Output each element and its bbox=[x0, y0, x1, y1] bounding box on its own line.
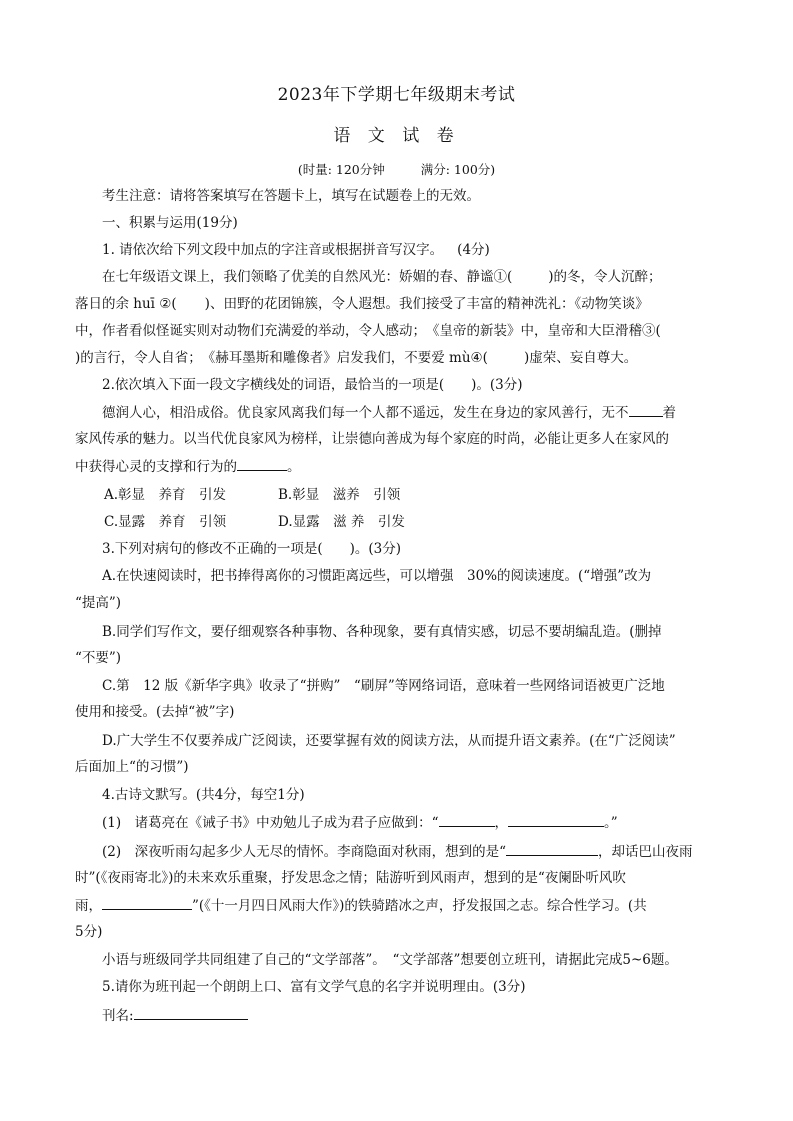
question-4-sub-2: (2) 深夜听雨勾起多少人无尽的情怀。李商隐面对秋雨，想到的是“ ，却话巴山夜雨 bbox=[102, 841, 730, 862]
question-1-score: (4分) bbox=[457, 242, 490, 258]
exam-title: 2023年下学期七年级期末考试 bbox=[277, 85, 516, 105]
question-1-line-3: 中，作者看似怪诞实则对动物们充满爱的举动，令人感动； 《皇帝的新装》中，皇帝和大臣滑稽③( bbox=[75, 323, 661, 339]
question-1-stem: 1. 请依次给下列文段中加点的字注音或根据拼音写汉字。 (4分) bbox=[102, 242, 490, 258]
question-4-score-cont: 5分) bbox=[75, 924, 103, 940]
question-5-stem: 5.请你为班刊起一个朗朗上口、富有文学气息的名字并说明理由。(3分) bbox=[102, 979, 526, 995]
option-d: D.显露 滋 养 引发 bbox=[278, 514, 405, 530]
blank-line bbox=[439, 812, 495, 827]
question-3-stem: 3.下列对病句的修改不正确的一项是( )。(3分) bbox=[102, 541, 402, 557]
question-4-sub-1: (1) 诸葛亮在《诫子书》中劝勉儿子成为君子应做到：“ ， 。” bbox=[102, 812, 730, 833]
question-4-stem: 4.古诗文默写。(共4分，每空1分) bbox=[102, 787, 305, 803]
blank-line bbox=[506, 841, 598, 856]
question-1-line-2: 落日的余 huī ②( )、田野的花团锦簇，令人遐想。我们接受了丰富的精神洗礼：《动物笑谈》 bbox=[75, 296, 649, 312]
question-2-passage-3: 中获得心灵的支撑和行为的 。 bbox=[75, 456, 730, 477]
blank-line bbox=[629, 402, 663, 417]
question-3-option-a: A.在快速阅读时，把书捧得离你的习惯距离远些，可以增强 30%的阅读速度。(“增强”改为 bbox=[102, 568, 652, 584]
question-1-line-1: 在七年级语文课上，我们领略了优美的自然风光：娇媚的春、静谧①( )的冬，令人沉醉； bbox=[102, 269, 662, 285]
question-3-option-c: C.第 12 版《新华字典》收录了“拼购” “刷屏”等网络词语，意味着一些网络词语被更广泛地 bbox=[102, 678, 665, 694]
option-b: B.彰显 滋养 引领 bbox=[278, 487, 401, 503]
question-3-option-d-cont: 后面加上“的习惯”) bbox=[75, 759, 189, 775]
question-2-passage-1: 德润人心，相沿成俗。优良家风离我们每一个人都不遥远，发生在身边的家风善行，无不 着 bbox=[102, 402, 730, 423]
question-3-option-b: B.同学们写作文，要仔细观察各种事物、各种现象，要有真情实感，切忌不要胡编乱造。(删掉 bbox=[102, 624, 662, 640]
exam-meta bbox=[0, 160, 793, 178]
answer-label: 刊名: bbox=[102, 1008, 134, 1024]
question-3-option-d: D.广大学生不仅要养成广泛阅读，还要掌握有效的阅读方法，从而提升语文素养。(在“广泛阅读” bbox=[102, 733, 676, 749]
time-limit: (时量: 120分钟 bbox=[297, 162, 385, 177]
question-3-option-c-cont: 使用和接受。(去掉“被”字) bbox=[75, 704, 235, 720]
option-c: C.显露 养育 引领 bbox=[104, 514, 227, 530]
option-a: A.彰显 养育 引发 bbox=[104, 487, 227, 503]
question-3-option-a-cont: “提高”) bbox=[75, 595, 122, 611]
question-5-answer bbox=[102, 1005, 730, 1026]
blank-line bbox=[237, 456, 287, 471]
subject-title: 语 文 试 卷 bbox=[333, 126, 460, 146]
answer-blank[interactable] bbox=[134, 1005, 248, 1020]
question-2-passage-2: 家风传承的魅力。以当代优良家风为榜样，让崇德向善成为每个家庭的时尚，必能让更多人在家风的 bbox=[75, 431, 669, 447]
activity-intro: 小语与班级同学共同组建了自己的“文学部落”。 “文学部落”想要创立班刊，请据此完成5~6题。 bbox=[102, 952, 678, 968]
blank-line bbox=[508, 812, 604, 827]
question-1-line-4: )的言行，令人自省； 《赫耳墨斯和雕像者》启发我们，不要爱 mù④( )虚荣、妄自尊大。 bbox=[75, 350, 638, 366]
exam-notice: 考生注意：请将答案填写在答题卡上，填写在试题卷上的无效。 bbox=[102, 188, 480, 204]
question-4-sub-2-cont: 时”(《夜雨寄北》)的未来欢乐重聚，抒发思念之情；陆游听到风雨声，想到的是“夜阑卧听风吹 bbox=[75, 870, 626, 886]
section-heading: 一、积累与运用(19分) bbox=[102, 215, 238, 231]
blank-line bbox=[102, 895, 192, 910]
question-2-stem: 2.依次填入下面一段文字横线处的词语，最恰当的一项是( )。(3分) bbox=[102, 377, 523, 393]
question-4-sub-2-cont-2: 雨， ”(《十一月四日风雨大作》)的铁骑踏冰之声，抒发报国之志。综合性学习。(共 bbox=[75, 895, 730, 916]
full-score: 满分: 100分) bbox=[420, 162, 496, 177]
question-3-option-b-cont: “不要”) bbox=[75, 650, 122, 666]
